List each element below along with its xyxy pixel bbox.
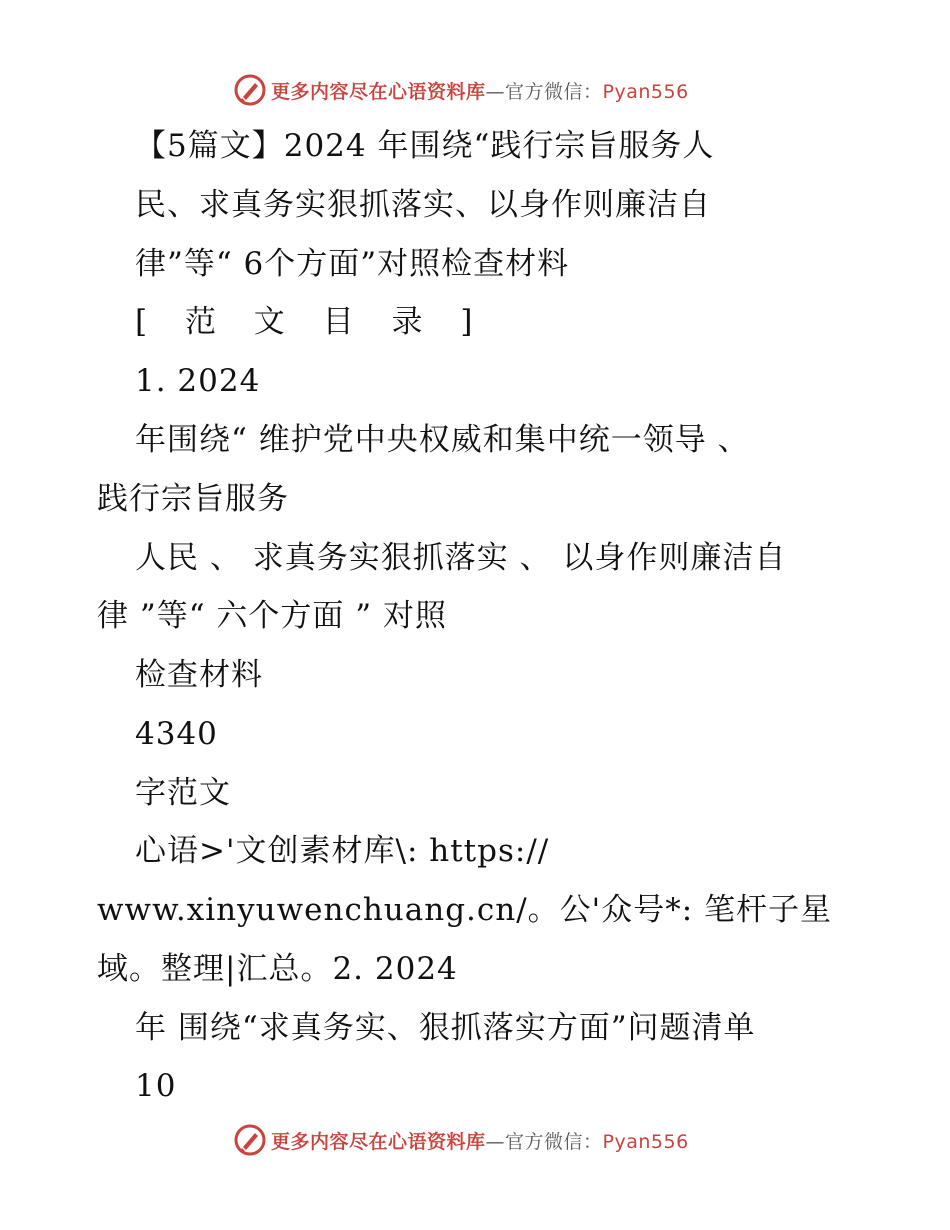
watermark-official: 官方微信： (505, 1130, 603, 1153)
watermark-separator: — (485, 1130, 506, 1153)
toc-heading: [ 范 文 目 录 ] (135, 304, 487, 340)
toc-item-1-suffix: 字范文 (135, 775, 231, 811)
pen-logo-icon (233, 73, 267, 107)
toc-item-1-text-3: 人民 、 求真务实狠抓落实 、 以身作则廉洁自 (135, 540, 787, 576)
pen-logo-icon (233, 1123, 267, 1157)
watermark-brand: 更多内容尽在心语资料库 (271, 1130, 486, 1153)
watermark-text (271, 77, 689, 104)
toc-item-2-text: 年 围绕“求真务实、狠抓落实方面”问题清单 (135, 1010, 756, 1046)
toc-item-1-text-2: 践行宗旨服务 (97, 481, 289, 517)
toc-item-1-number: 1. 2024 (135, 363, 261, 399)
toc-item-1-wordcount: 4340 (135, 716, 218, 752)
source-line-1: 心语>'文创素材库\: https:// (135, 833, 550, 869)
watermark-official: 官方微信： (505, 80, 603, 103)
header-watermark (233, 72, 733, 108)
watermark-separator: — (485, 80, 506, 103)
watermark-brand: 更多内容尽在心语资料库 (271, 80, 486, 103)
title-line-3: 律”等“ 6个方面”对照检查材料 (135, 246, 570, 282)
title-line-1: 【5篇文】2024 年围绕“践行宗旨服务人 (135, 128, 715, 164)
toc-item-1-text-4: 律 ”等“ 六个方面 ” 对照 (97, 598, 447, 634)
source-line-3: 域。整理|汇总。2. 2024 (97, 951, 458, 987)
toc-item-2-count: 10 (135, 1068, 177, 1104)
source-line-2: www.xinyuwenchuang.cn/。公'众号*: 笔杆子星 (97, 892, 832, 928)
footer-watermark (233, 1122, 733, 1158)
watermark-wechat-id: Pyan556 (602, 80, 689, 103)
toc-item-1-text-1: 年围绕“ 维护党中央权威和集中统一领导 、 (135, 422, 750, 458)
watermark-wechat-id: Pyan556 (602, 1130, 689, 1153)
title-line-2: 民、求真务实狠抓落实、以身作则廉洁自 (135, 187, 711, 223)
watermark-text (271, 1127, 689, 1154)
toc-item-1-text-5: 检查材料 (135, 657, 263, 693)
